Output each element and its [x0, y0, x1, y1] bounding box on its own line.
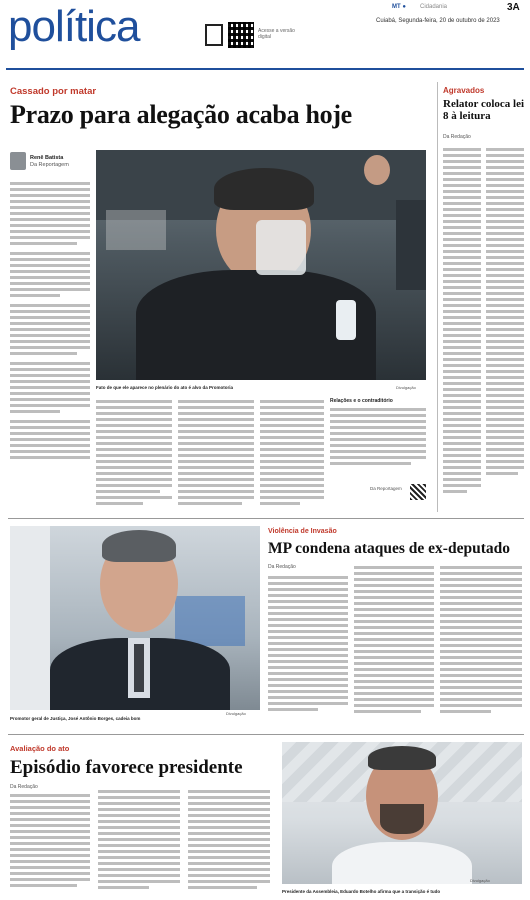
lead-column-1	[10, 182, 90, 512]
second-byline: Da Redação	[268, 564, 296, 570]
edition-tag-secondary: Cidadania	[420, 4, 448, 10]
third-byline: Da Redação	[10, 784, 38, 790]
qr-code-icon[interactable]	[228, 22, 254, 48]
edition-tag: MT ●	[392, 4, 406, 10]
third-column-1	[10, 794, 90, 894]
author-role: Da Reportagem	[30, 162, 69, 168]
newspaper-logo-icon	[205, 24, 223, 46]
third-column-3	[188, 790, 270, 894]
lead-photo-credit: Divulgação	[396, 385, 416, 390]
sidebar-headline[interactable]: Relator coloca lei 8 à leitura	[443, 98, 525, 122]
third-photo	[282, 742, 522, 884]
second-photo-caption: Promotor geral de Justiça, José Antônio Borges, cadeia bom	[10, 716, 141, 721]
masthead	[0, 0, 530, 78]
lead-headline[interactable]: Prazo para alegação acaba hoje	[10, 100, 352, 129]
author-name: Renê Batista	[30, 155, 64, 161]
second-photo-credit: Divulgação	[226, 711, 246, 716]
second-photo	[10, 526, 260, 710]
lead-column-3	[178, 400, 254, 512]
lead-photo	[96, 150, 426, 380]
lead-kicker: Cassado por matar	[10, 86, 97, 97]
sidebar-divider	[437, 82, 438, 512]
lead-subhead: Relações e o contraditório	[330, 398, 393, 404]
second-column-3	[440, 566, 522, 716]
third-kicker: Avaliação do ato	[10, 744, 70, 753]
lead-column-5	[330, 408, 426, 470]
second-headline[interactable]: MP condena ataques de ex-deputado	[268, 540, 510, 557]
sidebar-byline: Da Redação	[443, 134, 471, 140]
third-column-2	[98, 790, 180, 894]
sidebar-column-2	[486, 148, 524, 508]
digital-edition-note: Acesse a versão digital	[258, 28, 295, 40]
section-title: política	[8, 2, 140, 51]
second-column-2	[354, 566, 434, 716]
page-number: 3A	[507, 2, 520, 13]
lead-column-2	[96, 400, 172, 512]
third-photo-caption: Presidente da Assembleia, Eduardo Botelho afirma que a transição é tudo	[282, 889, 441, 894]
section-divider-2	[8, 734, 524, 735]
lead-column-4	[260, 400, 324, 512]
lead-photo-caption: Fato de que ele aparece no plenário do ato é alvo da Promotoria	[96, 385, 234, 390]
sidebar-column-1	[443, 148, 481, 508]
lead-source-credit: Da Reportagem	[370, 486, 402, 491]
second-kicker: Violência de Invasão	[268, 528, 337, 535]
third-headline[interactable]: Episódio favorece presidente	[10, 757, 243, 778]
masthead-divider	[6, 68, 524, 70]
third-photo-credit: Divulgação	[470, 878, 490, 883]
author-avatar	[10, 152, 26, 170]
sidebar-kicker: Agravados	[443, 86, 485, 95]
second-column-1	[268, 576, 348, 716]
lead-qr-icon[interactable]	[410, 484, 426, 500]
section-divider-1	[8, 518, 524, 519]
publication-date: Cuiabá, Segunda-feira, 20 de outubro de 2023	[376, 18, 500, 24]
